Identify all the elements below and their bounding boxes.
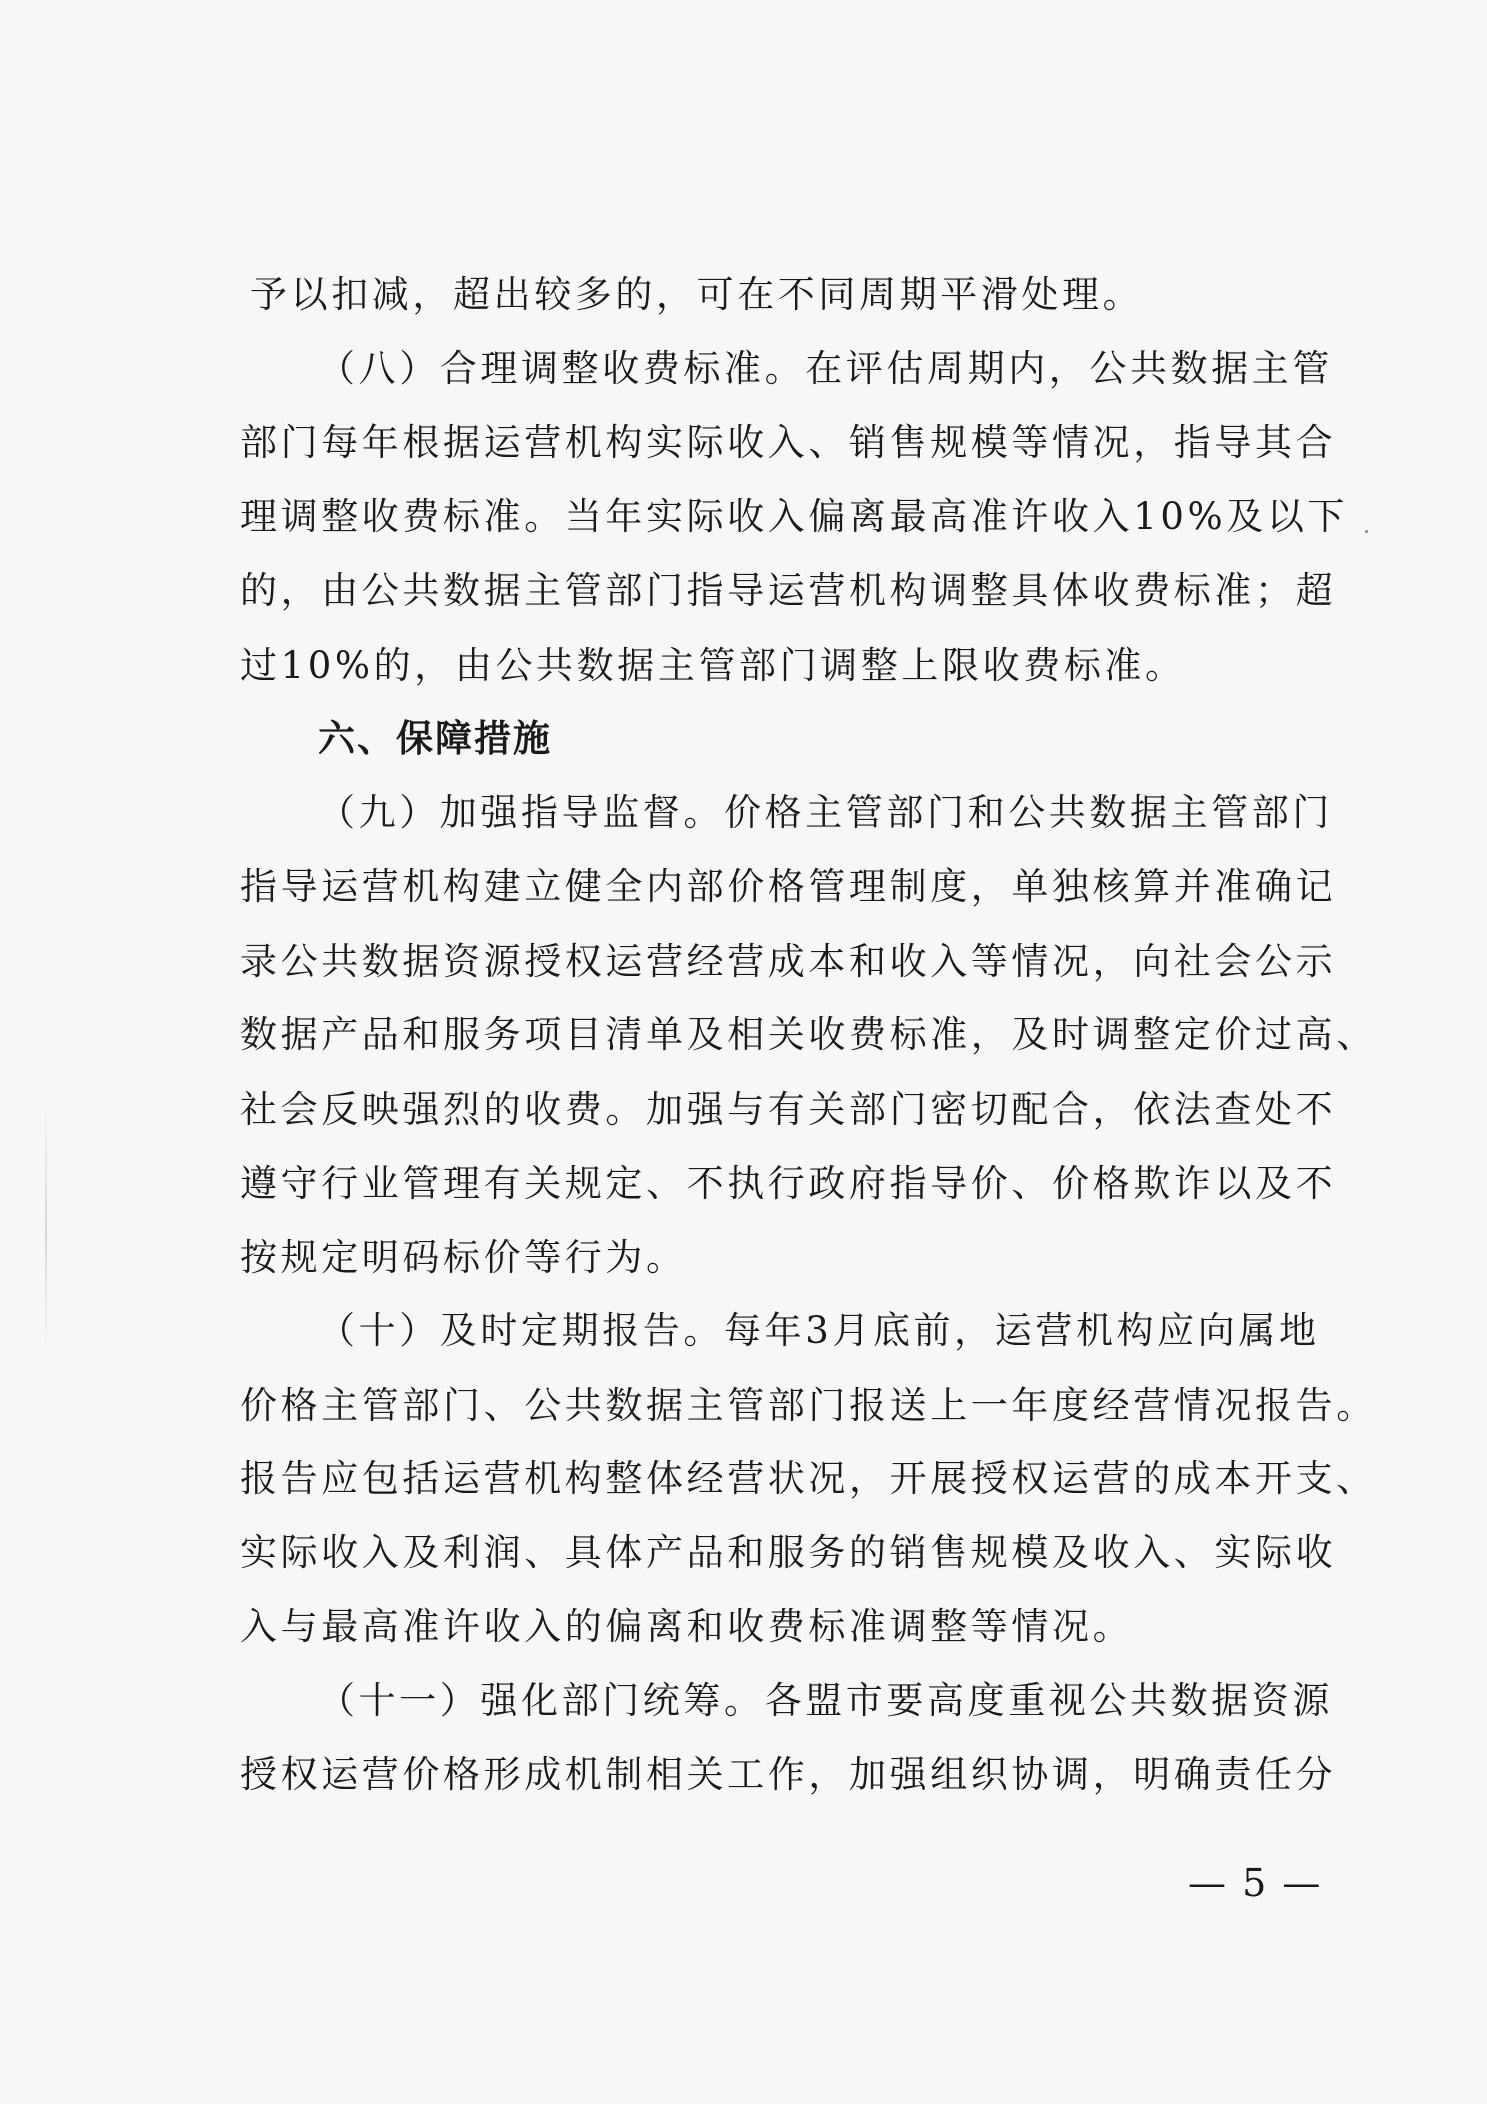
text-line-12: 社会反映强烈的收费。加强与有关部门密切配合，依法查处不 [240, 1088, 1337, 1131]
text-line-15: （十）及时定期报告。每年3月底前，运营机构应向属地 [318, 1309, 1320, 1352]
section-heading: 六、保障措施 [318, 717, 552, 760]
text-line-13: 遵守行业管理有关规定、不执行政府指导价、价格欺诈以及不 [240, 1162, 1337, 1205]
text-line-21: 授权运营价格形成机制相关工作，加强组织协调，明确责任分 [240, 1753, 1337, 1796]
text-line-18: 实际收入及利润、具体产品和服务的销售规模及收入、实际收 [240, 1531, 1337, 1574]
text-line-4: 理调整收费标准。当年实际收入偏离最高准许收入10%及以下 [240, 495, 1349, 538]
text-line-6: 过10%的，由公共数据主管部门调整上限收费标准。 [240, 644, 1186, 687]
text-line-1: 予以扣减，超出较多的，可在不同周期平滑处理。 [250, 273, 1144, 316]
text-line-3: 部门每年根据运营机构实际收入、销售规模等情况，指导其合 [240, 421, 1337, 464]
text-line-11: 数据产品和服务项目清单及相关收费标准，及时调整定价过高、 [240, 1013, 1377, 1056]
page-number: — 5 — [1188, 1861, 1323, 1905]
text-line-17: 报告应包括运营机构整体经营状况，开展授权运营的成本开支、 [240, 1457, 1377, 1500]
text-line-8: （九）加强指导监督。价格主管部门和公共数据主管部门 [318, 791, 1333, 834]
text-line-10: 录公共数据资源授权运营经营成本和收入等情况，向社会公示 [240, 940, 1337, 983]
scan-speck [1365, 530, 1368, 533]
text-line-20: （十一）强化部门统筹。各盟市要高度重视公共数据资源 [318, 1679, 1333, 1722]
text-line-9: 指导运营机构建立健全内部价格管理制度，单独核算并准确记 [240, 865, 1337, 908]
scan-edge-shadow [45, 1100, 47, 1360]
text-line-5: 的，由公共数据主管部门指导运营机构调整具体收费标准；超 [240, 569, 1337, 612]
text-line-14: 按规定明码标价等行为。 [240, 1236, 687, 1279]
text-line-16: 价格主管部门、公共数据主管部门报送上一年度经营情况报告。 [240, 1384, 1377, 1427]
text-line-2: （八）合理调整收费标准。在评估周期内，公共数据主管 [318, 347, 1333, 390]
text-line-19: 入与最高准许收入的偏离和收费标准调整等情况。 [240, 1605, 1134, 1648]
